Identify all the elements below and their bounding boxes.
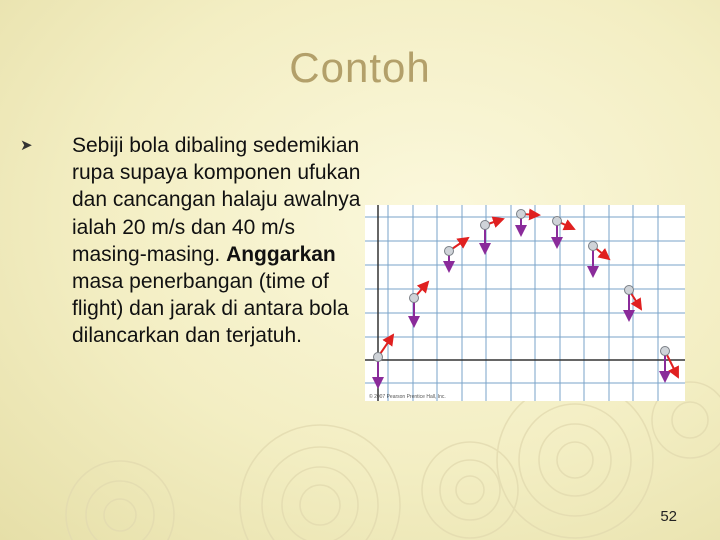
- figure-credit: © 2007 Pearson Prentice Hall, Inc.: [369, 394, 446, 400]
- slide-title: Contoh: [289, 44, 431, 91]
- bullet-text-part-2: masa penerbangan (time of flight) dan jarak di antara bola dilancarkan dan terjatuh.: [72, 270, 349, 348]
- bullet-text-part-1: Sebiji bola dibaling sedemikian rupa supaya komponen ufukan dan cancangan halaju awalnya ialah 20 m/s dan 40 m/s masing-masing.: [72, 134, 361, 266]
- arrow-bullet-icon: ➤: [20, 137, 33, 154]
- page-number: 52: [660, 508, 677, 525]
- projectile-diagram: [365, 205, 685, 401]
- vertical-velocity-vectors: [378, 214, 665, 387]
- bullet-bold-word: Anggarkan: [226, 242, 336, 266]
- bullet-text: [72, 132, 372, 350]
- projectile-figure: [365, 205, 685, 401]
